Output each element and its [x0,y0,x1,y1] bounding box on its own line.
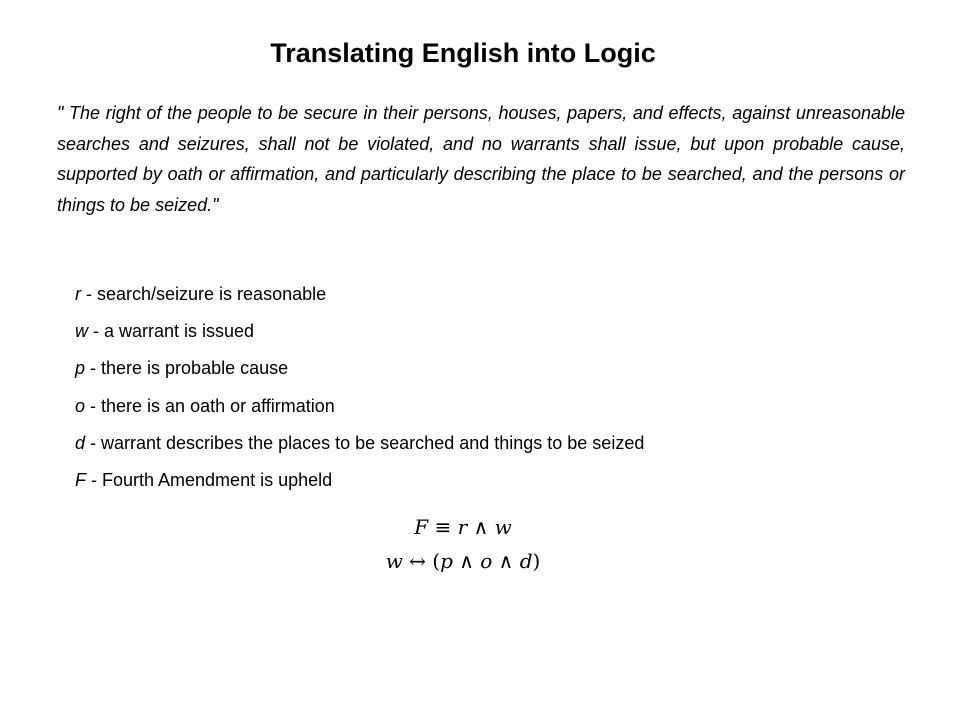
definition-item [75,392,915,429]
definition-item [75,466,915,503]
definition-item [75,317,915,354]
formula-fourth-amendment [0,510,926,544]
formula-symbol: w [494,515,512,539]
definition-item [75,280,915,317]
variable-symbol: p [75,358,86,379]
and-operator: ∧ [467,515,495,539]
biconditional-operator: ↔ [402,549,433,573]
variable-description: - Fourth Amendment is upheld [86,469,333,490]
formula-symbol: p [440,549,453,573]
variable-definitions [75,280,915,503]
fourth-amendment-quote: " The right of the people to be secure in their persons, houses, papers, and effects, against unreasonable searches and seizures, shall not be violated, and no warrants shall issue, but upon probable cause, supported by oath or affirmation, and particularly describing the place to be searched, and the persons or things to be seized." [57,103,905,215]
close-paren: ) [532,549,541,573]
formula-symbol: F [414,515,429,539]
variable-description: - there is an oath or affirmation [85,395,335,416]
open-paren: ( [432,549,441,573]
and-operator: ∧ [492,549,520,573]
variable-symbol: w [75,321,88,342]
logic-formulas [0,510,926,578]
formula-symbol: o [480,549,493,573]
formula-symbol: w [385,549,403,573]
formula-symbol: r [457,515,468,539]
variable-symbol: o [75,395,86,416]
variable-symbol: F [75,469,86,490]
equivalence-operator: ≡ [428,515,458,539]
formula-warrant [0,544,926,578]
and-operator: ∧ [452,549,481,573]
slide-title: Translating English into Logic [270,38,656,68]
definition-item [75,429,915,466]
variable-symbol: d [75,432,86,453]
variable-description: - there is probable cause [85,358,289,379]
variable-description: - a warrant is issued [88,321,255,342]
variable-symbol: r [75,284,81,304]
variable-description: - warrant describes the places to be searched and things to be seized [85,432,645,453]
variable-description: - search/seizure is reasonable [81,284,327,304]
definition-item [75,354,915,391]
formula-symbol: d [519,549,533,573]
